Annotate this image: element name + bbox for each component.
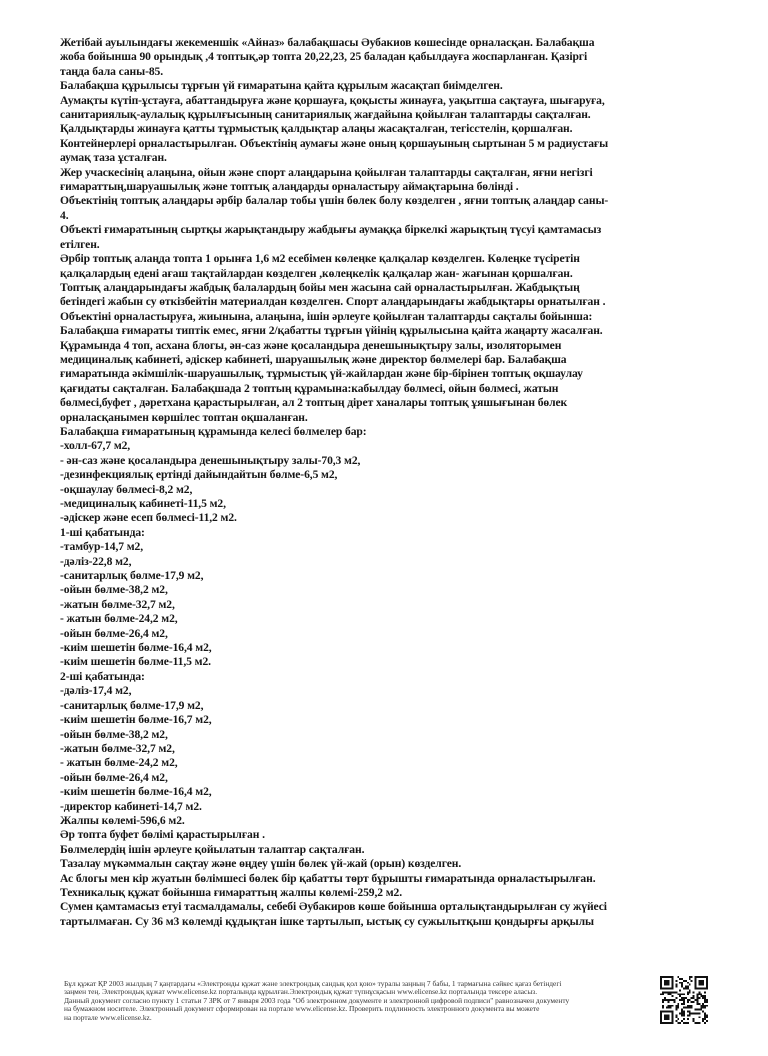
text-line: -дәліз-22,8 м2, xyxy=(60,554,132,568)
text-line: -киім шешетін бөлме-16,4 м2, xyxy=(60,785,212,799)
text-line: -жатын бөлме-32,7 м2, xyxy=(60,597,175,611)
text-line: Әр топта буфет бөлімі қарастырылған . xyxy=(60,828,265,842)
text-line: таңда бала саны-85. xyxy=(60,64,164,78)
document-body xyxy=(60,36,732,929)
text-line: Объектіні орналастыруға, жиынына, алаңына, ішін әрлеуге қойылған талаптарды сақталы бойынша: xyxy=(60,309,593,323)
text-line: Ас блогы мен кір жуатын бөлімшесі бөлек бір қабатты төрт бұрышты ғимаратында орналастырылған. xyxy=(60,871,596,885)
text-line: бөлмесі,буфет , дәретхана қарастырылған, ал 2 топтың дірет ханалары топтық ұяшығынан бөлек xyxy=(60,396,568,410)
text-line: Сумен қамтамасыз етуі тасмалдамалы, себебі Әубакиров көше бойынша орталықтандырылған су жүйесі xyxy=(60,900,607,914)
text-line: тартылмаған. Су 36 м3 көлемді құдықтан ішке тартылып, ыстық су сужылытқыш қондырғы арқылы xyxy=(60,914,594,928)
text-line: -дәліз-17,4 м2, xyxy=(60,684,132,698)
text-line: 4. xyxy=(60,208,69,222)
text-line: -ойын бөлме-26,4 м2, xyxy=(60,626,168,640)
text-line: аумақ таза ұсталған. xyxy=(60,151,167,165)
text-line: орналасқанымен көршілес топтан оқшаланған. xyxy=(60,410,308,424)
text-line: Балабақша құрылысы тұрғын үй ғимаратына қайта құрылым жасақтап биімделген. xyxy=(60,79,503,93)
text-line: -ойын бөлме-26,4 м2, xyxy=(60,770,168,784)
text-line: санитариялық-аулалық құрылғысының санитариялық жағдайына қойылған талаптарды сақталған. xyxy=(60,108,591,122)
text-line: 2-ші қабатында: xyxy=(60,669,145,683)
text-line: медициналық кабинеті, әдіскер кабинеті, шаруашылық және директор бөлмелері бар. Балабақша xyxy=(60,352,567,366)
text-line: -киім шешетін бөлме-16,4 м2, xyxy=(60,641,212,655)
text-line: -жатын бөлме-32,7 м2, xyxy=(60,741,175,755)
text-line: -директор кабинеті-14,7 м2. xyxy=(60,799,202,813)
footer-line: на бумажном носителе. Электронный документ сформирован на портале www.elicense.kz. Проверить подлинность электронного документа вы можете xyxy=(64,1005,540,1014)
text-line: Контейнерлері орналастырылған. Объектінің аумағы және оның қоршауының сыртынан 5 м радиустағы xyxy=(60,136,609,150)
footer-line: Бұл құжат ҚР 2003 жылдың 7 қаңтардағы «Электронды құжат және электрондық сандық қол қою» туралы заңның 7 бабы, 1 тармағына сәйкес қағаз бетіндегі xyxy=(64,980,562,988)
text-line: жоба бойынша 90 орындық ,4 топтық,әр топта 20,22,23, 25 баладан қабылдауға жоспарланған. Қазіргі xyxy=(60,50,588,64)
text-line: - жатын бөлме-24,2 м2, xyxy=(60,756,178,770)
text-line: -санитарлық бөлме-17,9 м2, xyxy=(60,698,204,712)
text-line: Тазалау мүкәммалын сақтау және өңдеу үшін бөлек үй-жай (орын) көзделген. xyxy=(60,857,462,871)
text-line: Әрбір топтық алаңда топта 1 орынға 1,6 м2 есебімен көлеңке қалқалар көзделген. Көлеңке түсіретін xyxy=(60,252,580,266)
text-line: етілген. xyxy=(60,237,100,251)
text-line: - жатын бөлме-24,2 м2, xyxy=(60,612,178,626)
qr-code xyxy=(660,976,708,1024)
footer-disclaimer xyxy=(64,980,640,1022)
text-line: - ән-саз және қосаландыра денешынықтыру залы-70,3 м2, xyxy=(60,453,361,467)
text-line: Объекті ғимаратының сыртқы жарықтандыру жабдығы аумаққа біркелкі жарықтың түсуі қамтамасыз xyxy=(60,223,602,237)
text-line: Техникалық құжат бойынша ғимараттың жалпы көлемі-259,2 м2. xyxy=(60,885,403,899)
text-line: -әдіскер және есеп бөлмесі-11,2 м2. xyxy=(60,511,237,525)
text-line: -оқшаулау бөлмесі-8,2 м2, xyxy=(60,482,193,496)
text-line: -дезинфекциялық ертінді дайындайтын бөлме-6,5 м2, xyxy=(60,468,338,482)
text-line: -холл-67,7 м2, xyxy=(60,439,131,453)
text-line: -медициналық кабинеті-11,5 м2, xyxy=(60,497,226,510)
text-line: Бөлмелердің ішін әрлеуге қойылатын талаптар сақталған. xyxy=(60,842,365,856)
text-line: бетіндегі жабын су өткізбейтін материалдан көзделген. Спорт алаңдарындағы жабдықтары орнатылған . xyxy=(60,295,606,309)
text-line: Қалдықтарды жинауға қатты тұрмыстық қалдықтар алаңы жасақталған, тегісстелін, қоршалған. xyxy=(60,122,573,136)
text-line: Жалпы көлемі-596,6 м2. xyxy=(60,813,185,827)
text-line: -ойын бөлме-38,2 м2, xyxy=(60,583,168,597)
text-line: Жер учаскесінің алаңына, ойын және спорт алаңдарына қойылған талаптарды сақталған, яғни негізгі xyxy=(60,165,593,179)
text-line: -тамбур-14,7 м2, xyxy=(60,540,144,554)
text-line: ғимараттың,шаруашылық және топтық алаңдарды орналастыру аймақтарына бөлінді . xyxy=(60,180,519,194)
text-line: Балабақша ғимараты типтік емес, яғни 2/қабатты тұрғын үйінің құрылысына қайта жаңарту жасалған. xyxy=(60,324,603,338)
text-line: қалқалардың едені ағаш тақтайлардан көзделген ,көлеңкелік қалқалар жан- жағынан қоршалған. xyxy=(60,266,573,280)
text-line: қағидаты сақталған. Балабақшада 2 топтың құрамына:кабылдау бөлмесі, ойын бөлмесі, жатын xyxy=(60,381,559,395)
text-line: Құрамында 4 топ, асхана блогы, ән-саз және қосаландыра денешынықтыру залы, изоляторымен xyxy=(60,338,562,352)
text-line: Топтық алаңдарындағы жабдық балалардың бойы мен жасына сай орналастырылған. Жабдықтың xyxy=(60,280,580,294)
text-line: Балабақша ғимаратының құрамында келесі бөлмелер бар: xyxy=(60,424,367,438)
footer-line: Данный документ согласно пункту 1 статьи 7 ЗРК от 7 января 2003 года "Об электронном документе и электронной цифровой подписи" равнозначен документу xyxy=(64,996,570,1005)
text-line: ғимаратында әкімшілік-шаруашылық, тұрмыстық үй-жайлардан және бір-бірінен топтық оқшаулау xyxy=(60,367,583,381)
text-line: Объектінің топтық алаңдары әрбір балалар тобы үшін бөлек болу көзделген , яғни топтық алаңдар саны- xyxy=(60,194,609,208)
text-line: -киім шешетін бөлме-11,5 м2. xyxy=(60,655,211,669)
text-line: Жетібай ауылындағы жекеменшік «Айназ» балабақшасы Әубакиов көшесінде орналасқан. Балабақша xyxy=(60,36,595,49)
footer-line: на портале www.elicense.kz. xyxy=(64,1013,152,1022)
text-line: Аумақты күтіп-ұстауға, абаттандыруға және қоршауға, қоқысты жинауға, уақытша сақтауға, шығаруға, xyxy=(60,93,605,107)
text-line: -киім шешетін бөлме-16,7 м2, xyxy=(60,713,212,727)
footer-line: заңмен тең. Электрондық құжат www.elicense.kz порталында құрылған.Электрондық құжат түпнұсқасын www.elicense.kz порталында тексере аласыз. xyxy=(64,988,538,997)
text-line: -санитарлық бөлме-17,9 м2, xyxy=(60,569,204,583)
text-line: 1-ші қабатында: xyxy=(60,525,145,539)
text-line: -ойын бөлме-38,2 м2, xyxy=(60,727,168,741)
